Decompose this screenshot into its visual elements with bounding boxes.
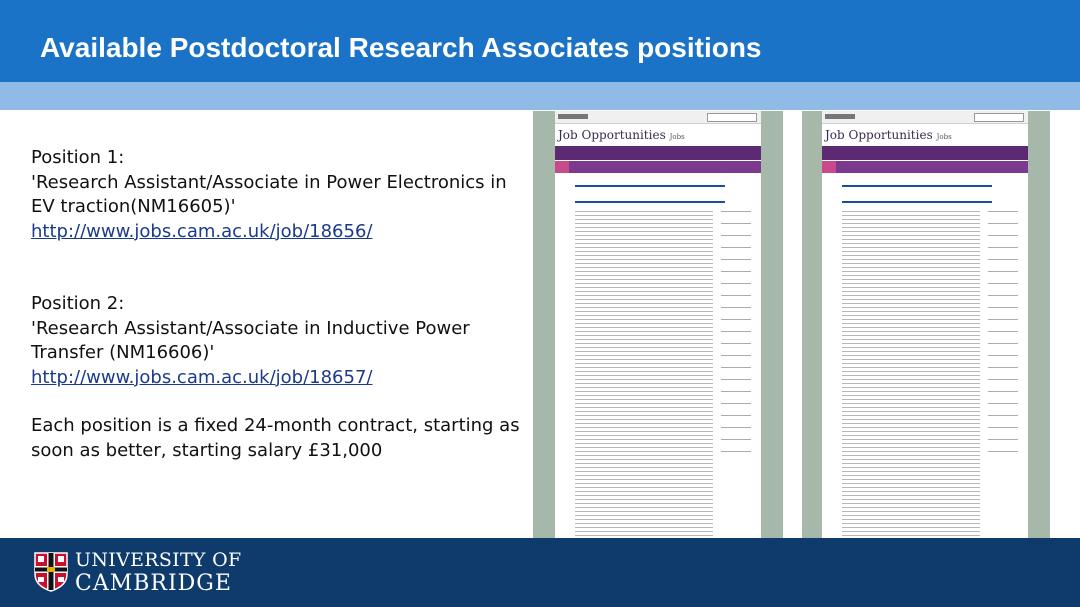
title-bar (0, 0, 1080, 82)
position-1-link[interactable]: http://www.jobs.cam.ac.uk/job/18656/ (31, 220, 373, 242)
position-2-link[interactable]: http://www.jobs.cam.ac.uk/job/18657/ (31, 366, 373, 388)
contract-note: Each position is a fixed 24-month contract, starting as soon as better, starting salary £31,000 (31, 415, 520, 461)
university-crest-icon (34, 552, 68, 592)
position-1-name: 'Research Assistant/Associate in Power Electronics in EV traction(NM16605)' (31, 171, 507, 217)
slide-body (31, 146, 531, 463)
webpage-image (555, 111, 761, 538)
position-2-label: Position 2: (31, 293, 125, 314)
footer-bar (0, 538, 1080, 607)
position-2-name: 'Research Assistant/Associate in Inductive Power Transfer (NM16606)' (31, 317, 470, 363)
webpage-image (822, 111, 1028, 538)
job-page-screenshot-2 (802, 111, 1050, 538)
title-sub-bar (0, 82, 1080, 110)
position-1-label: Position 1: (31, 147, 125, 168)
job-page-screenshot-1 (533, 111, 783, 538)
slide-title: Available Postdoctoral Research Associates positions (40, 32, 762, 63)
university-logo-text: UNIVERSITY OF CAMBRIDGE (75, 549, 242, 596)
job-opportunities-heading: Job Opportunities Jobs (825, 128, 952, 142)
job-opportunities-heading: Job Opportunities Jobs (558, 128, 685, 142)
